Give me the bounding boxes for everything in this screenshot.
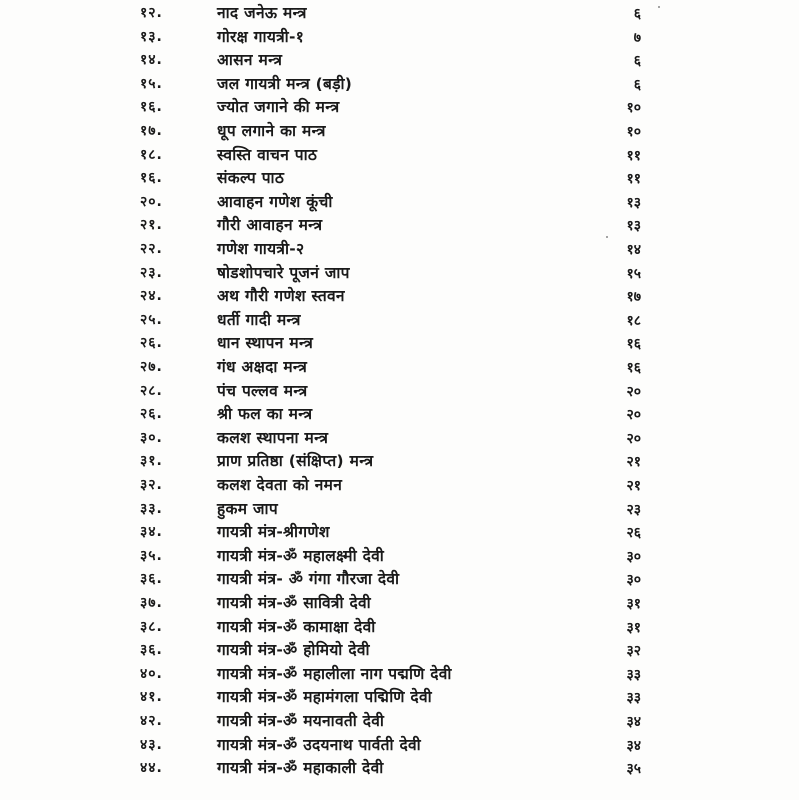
entry-page-number: १६ — [626, 336, 641, 353]
toc-entry — [0, 261, 799, 285]
entry-number: ४२. — [140, 713, 163, 729]
entry-title: पंच पल्लव मन्त्र — [217, 381, 308, 400]
toc-entry — [0, 756, 799, 780]
entry-title: आसन मन्त्र — [217, 51, 283, 70]
print-speck — [606, 236, 608, 238]
toc-entry — [0, 709, 799, 733]
toc-entry — [0, 355, 799, 379]
entry-number: २०. — [140, 193, 163, 210]
toc-entry — [0, 473, 799, 497]
entry-page-number: १८ — [626, 312, 641, 329]
entry-page-number: १६ — [626, 360, 641, 376]
toc-entry — [0, 662, 799, 686]
entry-page-number: १० — [626, 100, 641, 117]
entry-title: ज्योत जगाने की मन्त्र — [217, 98, 340, 117]
toc-entry — [0, 72, 799, 96]
entry-title: गायत्री मंत्र-ॐ महालक्ष्मी देवी — [217, 546, 385, 565]
entry-number: ३५. — [140, 547, 163, 564]
toc-entry — [0, 48, 799, 72]
entry-number: १३. — [140, 28, 163, 45]
entry-title: गायत्री मंत्र-ॐ मयनावती देवी — [217, 712, 385, 730]
toc-entry — [0, 166, 799, 190]
entry-title: गंध अक्षदा मन्त्र — [217, 358, 308, 376]
entry-page-number: १७ — [626, 289, 641, 306]
entry-page-number: ६ — [633, 53, 641, 70]
toc-entry — [0, 119, 799, 143]
entry-title: गायत्री मंत्र-ॐ महामंगला पद्मिणि देवी — [217, 688, 432, 707]
entry-number: २६. — [140, 406, 163, 423]
entry-page-number: २० — [626, 407, 641, 424]
toc-entry — [0, 25, 799, 49]
entry-page-number: २० — [626, 383, 641, 400]
entry-title: गायत्री मंत्र-ॐ होमियो देवी — [217, 641, 370, 660]
entry-number: १७. — [140, 123, 163, 139]
entry-number: ३४. — [140, 524, 163, 541]
toc-entry — [0, 308, 799, 332]
toc-entry — [0, 402, 799, 426]
entry-page-number: ११ — [626, 147, 641, 164]
entry-number: १५. — [140, 75, 163, 92]
entry-page-number: १४ — [626, 242, 641, 258]
entry-title: नाद जनेऊ मन्त्र — [217, 4, 307, 22]
print-speck — [658, 6, 660, 8]
entry-number: ४१. — [140, 689, 163, 706]
entry-number: ३१. — [140, 453, 163, 470]
toc-entry — [0, 638, 799, 662]
toc-entry — [0, 95, 799, 119]
toc-entry — [0, 615, 799, 639]
entry-title: गौरी आवाहन मन्त्र — [217, 216, 323, 235]
entry-number: ३७. — [140, 595, 163, 611]
entry-number: १४. — [140, 52, 163, 69]
entry-number: २८. — [140, 382, 163, 399]
toc-entry — [0, 426, 799, 450]
entry-page-number: १५ — [626, 265, 641, 282]
entry-page-number: २१ — [626, 478, 641, 494]
entry-title: गायत्री मंत्र-ॐ महालीला नाग पद्मणि देवी — [217, 664, 452, 683]
entry-page-number: ३० — [626, 548, 641, 565]
toc-entry — [0, 213, 799, 237]
entry-number: ३२. — [140, 477, 163, 493]
entry-number: २५. — [140, 311, 163, 328]
entry-number: १२. — [140, 5, 163, 21]
entry-page-number: ३४ — [626, 737, 641, 754]
entry-number: २३. — [140, 264, 163, 281]
entry-title: कलश देवता को नमन — [217, 476, 343, 494]
entry-number: २७. — [140, 359, 163, 375]
toc-entry — [0, 190, 799, 214]
entry-number: ३६. — [140, 571, 163, 588]
entry-number: २२. — [140, 241, 163, 257]
entry-title: जल गायत्री मन्त्र (बड़ी) — [217, 74, 353, 93]
toc-entry — [0, 497, 799, 521]
entry-page-number: १३ — [626, 218, 641, 235]
entry-number: ३०. — [140, 429, 163, 446]
toc-entry — [0, 520, 799, 544]
entry-page-number: २१ — [626, 454, 641, 471]
entry-page-number: १० — [626, 124, 641, 140]
entry-number: १८. — [140, 146, 163, 163]
entry-number: ४०. — [140, 665, 163, 682]
entry-title: गायत्री मंत्र-ॐ कामाक्षा देवी — [217, 617, 376, 636]
entry-page-number: ६ — [633, 6, 641, 22]
entry-page-number: ३१ — [626, 619, 641, 636]
entry-page-number: ३० — [626, 572, 641, 589]
toc-entry — [0, 143, 799, 167]
entry-title: गायत्री मंत्र-ॐ उदयनाथ पार्वती देवी — [217, 735, 421, 754]
entry-title: गायत्री मंत्र-श्रीगणेश — [217, 523, 330, 542]
entry-title: गोरक्ष गायत्री-१ — [217, 27, 305, 46]
entry-page-number: २६ — [626, 525, 641, 542]
toc-entry — [0, 449, 799, 473]
entry-page-number: ३१ — [626, 596, 641, 612]
toc-entry — [0, 331, 799, 355]
entry-title: अथ गौरी गणेश स्तवन — [217, 287, 345, 306]
entry-title: षोडशोपचारे पूजनं जाप — [217, 263, 350, 282]
entry-page-number: ३५ — [626, 761, 641, 778]
entry-number: ३६. — [140, 642, 163, 659]
entry-title: हुकम जाप — [217, 499, 278, 518]
toc-entry — [0, 685, 799, 709]
entry-number: ४४. — [140, 760, 163, 777]
entry-title: प्राण प्रतिष्ठा (संक्षिप्त) मन्त्र — [217, 452, 374, 471]
toc-entry — [0, 284, 799, 308]
entry-number: ४३. — [140, 736, 163, 753]
entry-page-number: १३ — [626, 194, 641, 211]
entry-title: धूप लगाने का मन्त्र — [217, 122, 326, 140]
entry-page-number: ६ — [633, 76, 641, 93]
entry-page-number: ११ — [626, 171, 641, 188]
entry-number: २१. — [140, 217, 163, 234]
entry-title: गायत्री मंत्र-ॐ सावित्री देवी — [217, 594, 371, 612]
entry-title: धर्ती गादी मन्त्र — [217, 310, 301, 329]
entry-title: गायत्री मंत्र-ॐ महाकाली देवी — [217, 759, 384, 778]
entry-number: २६. — [140, 335, 163, 352]
entry-page-number: २३ — [626, 501, 641, 518]
entry-title: आवाहन गणेश कूंची — [217, 192, 333, 211]
entry-number: ३३. — [140, 500, 163, 517]
entry-title: स्वस्ति वाचन पाठ — [217, 145, 318, 164]
entry-title: धान स्थापन मन्त्र — [217, 334, 314, 353]
entry-page-number: ७ — [633, 29, 641, 46]
entry-number: २४. — [140, 288, 163, 305]
toc-entry — [0, 379, 799, 403]
toc-entry — [0, 237, 799, 261]
entry-page-number: २० — [626, 430, 641, 447]
toc-entry — [0, 1, 799, 25]
toc-entry — [0, 567, 799, 591]
entry-title: गणेश गायत्री-२ — [217, 240, 305, 258]
entry-page-number: ३४ — [626, 714, 641, 730]
entry-page-number: ३३ — [626, 690, 641, 707]
entry-page-number: ३२ — [626, 643, 641, 660]
entry-title: श्री फल का मन्त्र — [217, 405, 313, 424]
entry-title: कलश स्थापना मन्त्र — [217, 428, 329, 447]
toc-entry — [0, 591, 799, 615]
entry-number: ३८. — [140, 618, 163, 635]
toc-entry — [0, 733, 799, 757]
entry-title: संकल्प पाठ — [217, 169, 285, 188]
entry-number: १६. — [140, 99, 163, 116]
entry-number: १६. — [140, 170, 163, 187]
toc-entry — [0, 544, 799, 568]
entry-title: गायत्री मंत्र- ॐ गंगा गौरजा देवी — [217, 570, 400, 589]
entry-page-number: ३३ — [626, 666, 641, 683]
